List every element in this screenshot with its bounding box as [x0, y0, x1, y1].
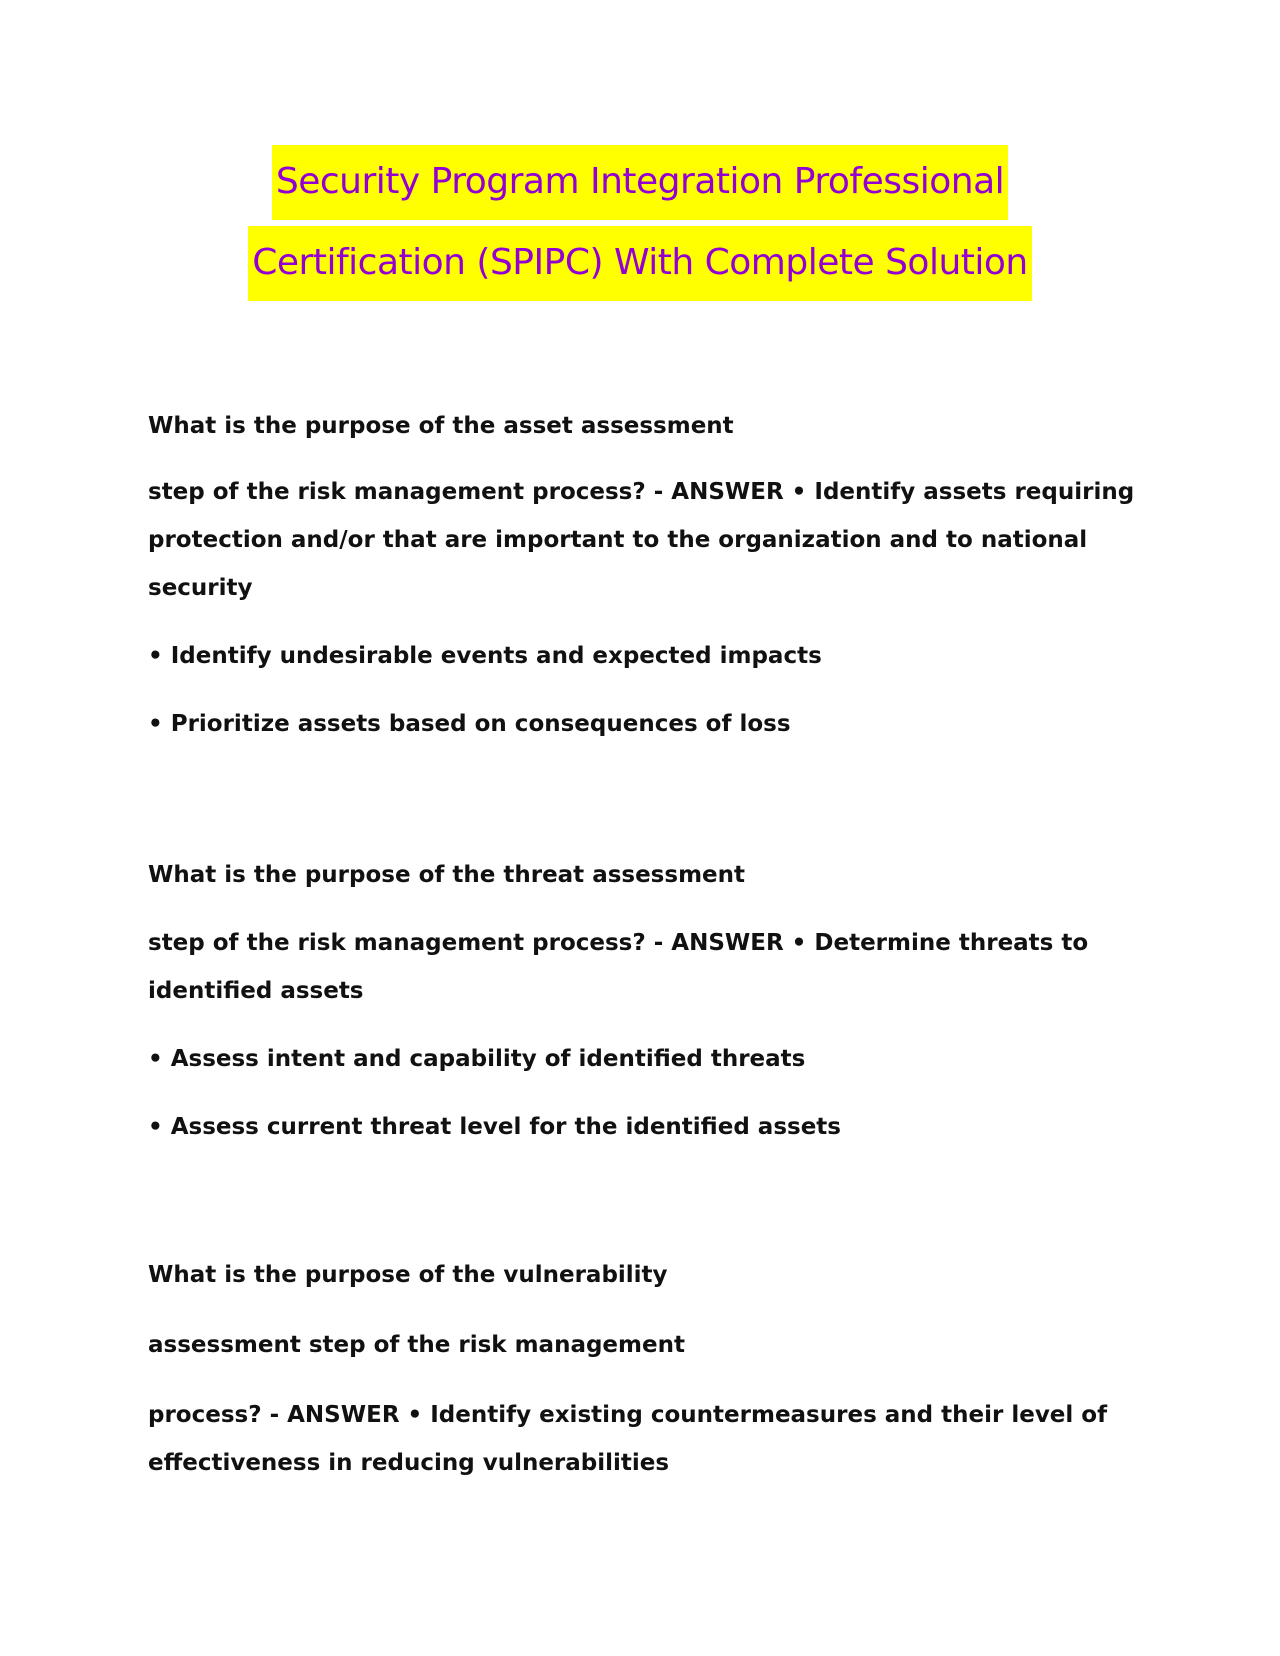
- question-line: What is the purpose of the asset assessment: [148, 413, 734, 439]
- answer-line: identified assets: [148, 978, 364, 1004]
- answer-line: step of the risk management process? - ANSWER • Identify assets requiring: [148, 479, 1135, 505]
- bullet-item: • Prioritize assets based on consequences of loss: [148, 711, 791, 737]
- answer-line: effectiveness in reducing vulnerabilities: [148, 1450, 670, 1476]
- answer-line: protection and/or that are important to the organization and to national: [148, 527, 1088, 553]
- answer-line: process? - ANSWER • Identify existing countermeasures and their level of: [148, 1402, 1108, 1428]
- question-line: assessment step of the risk management: [148, 1332, 685, 1358]
- title-line-1: Security Program Integration Professional: [272, 145, 1008, 220]
- answer-line: step of the risk management process? - ANSWER • Determine threats to: [148, 930, 1089, 956]
- question-line: What is the purpose of the vulnerability: [148, 1262, 668, 1288]
- title-line-2: Certification (SPIPC) With Complete Solution: [248, 226, 1031, 301]
- question-line: What is the purpose of the threat assessment: [148, 862, 746, 888]
- bullet-item: • Assess intent and capability of identified threats: [148, 1046, 806, 1072]
- bullet-item: • Identify undesirable events and expected impacts: [148, 643, 822, 669]
- document-title: [0, 145, 1280, 301]
- bullet-item: • Assess current threat level for the identified assets: [148, 1114, 841, 1140]
- answer-line: security: [148, 575, 253, 601]
